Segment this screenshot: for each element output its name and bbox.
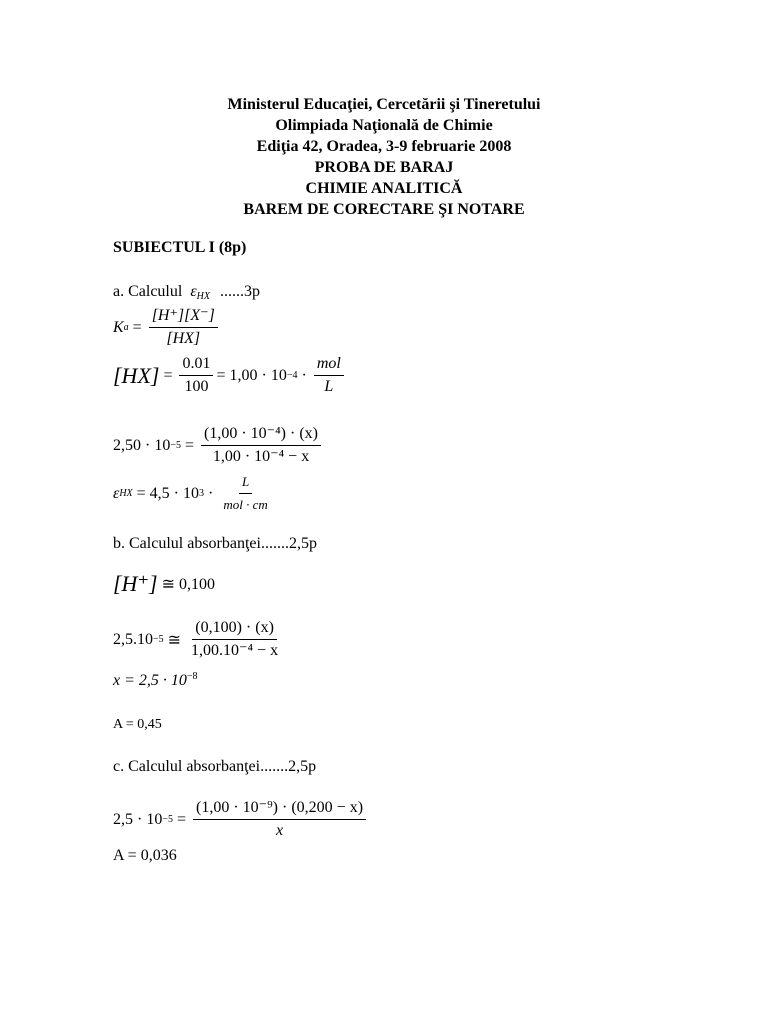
h-concentration-value: ≅ 0,100 bbox=[161, 576, 216, 593]
ka-equation: K a = $\frac{[H^+][X^-]}{[HX]}$ bbox=[113, 306, 221, 349]
x-result-exponent: −8 bbox=[186, 671, 198, 682]
part-c-numerator: (1,00 · 10⁻⁹) · (0,200 − x) bbox=[193, 798, 366, 820]
part-c-denominator: x bbox=[275, 822, 284, 839]
ka-denominator: [HX] bbox=[166, 330, 201, 347]
part-c-fraction bbox=[193, 798, 366, 841]
hx-symbol: [HX] bbox=[113, 362, 160, 388]
document-header bbox=[0, 94, 768, 220]
ka-numerator: [H⁺][X⁻] bbox=[149, 306, 218, 328]
ka-value-equation: 2,50 · 10 −5 = $\frac{\text{(1,00 · 10⁻⁴) · (x)}}{\text{1,00 · 10⁻⁴ − x}}$ bbox=[113, 424, 324, 467]
epsilon-unit-numerator: L bbox=[239, 472, 252, 494]
exam-type-line: PROBA DE BARAJ bbox=[314, 159, 454, 176]
ka-symbol: K bbox=[113, 318, 124, 336]
hx-concentration-equation: [HX] = $\frac{0.01}{100}$ = 1,00 · 10 −4 · $\frac{\text{mol}}{L}$ bbox=[113, 354, 347, 397]
part-b-fraction bbox=[188, 618, 281, 661]
eq2-fraction bbox=[201, 424, 321, 467]
part-b-denominator: 1,00.10⁻⁴ − x bbox=[191, 642, 279, 659]
grading-title-line: BAREM DE CORECTARE ŞI NOTARE bbox=[243, 201, 525, 218]
hx-numerator: 0.01 bbox=[179, 354, 213, 376]
x-result bbox=[113, 672, 198, 690]
part-c-heading: c. Calculul absorbanţei.......2,5p bbox=[113, 758, 317, 775]
part-c-absorbance: A = 0,036 bbox=[113, 847, 177, 864]
part-b-equation: 2,5.10 −5 ≅ $\frac{(0,100) \cdot (x)}{\text{1,00.10⁻⁴ − x}}$ bbox=[113, 618, 284, 661]
discipline-line: CHIMIE ANALITICĂ bbox=[305, 180, 463, 197]
h-concentration-symbol: [H⁺] bbox=[113, 571, 158, 596]
hx-unit bbox=[314, 354, 344, 397]
epsilon-result-equation: ε HX = 4,5 · 10 3 · $\frac{L}{\text{mol · cm}}$ bbox=[113, 472, 274, 515]
subject-title: SUBIECTUL I (8p) bbox=[113, 239, 247, 256]
epsilon-unit-denominator: mol · cm bbox=[223, 497, 268, 512]
part-b-eq-lhs: 2,5.10 bbox=[113, 630, 153, 648]
part-b-numerator: (0,100) · (x) bbox=[192, 618, 277, 640]
hx-denominator: 100 bbox=[184, 378, 209, 395]
epsilon-result-value: = 4,5 · 10 bbox=[136, 484, 200, 502]
hx-result: = 1,00 · 10 bbox=[216, 366, 287, 384]
ka-fraction bbox=[149, 306, 218, 349]
part-b-heading: b. Calculul absorbanţei.......2,5p bbox=[113, 535, 317, 552]
part-c-equation: 2,5 · 10 −5 = $\frac{\text{(1,00 · 10⁻⁹) · (0,200 − x)}}{x}$ bbox=[113, 798, 369, 841]
epsilon-unit bbox=[220, 472, 270, 515]
edition-line: Ediţia 42, Oradea, 3-9 februarie 2008 bbox=[256, 138, 512, 155]
hx-fraction bbox=[179, 354, 213, 397]
part-a-heading-prefix: a. Calculul bbox=[113, 283, 183, 300]
part-a-points: ......3p bbox=[219, 283, 260, 300]
olympiad-line: Olimpiada Naţională de Chimie bbox=[275, 117, 493, 134]
h-concentration-equation bbox=[113, 571, 216, 596]
epsilon-result-symbol: ε bbox=[113, 484, 120, 502]
hx-unit-denominator: L bbox=[324, 378, 334, 395]
epsilon-subscript: HX bbox=[196, 291, 210, 302]
x-result-value: x = 2,5 · 10 bbox=[113, 672, 187, 689]
part-c-eq-lhs: 2,5 · 10 bbox=[113, 810, 163, 828]
epsilon-symbol: ε bbox=[190, 283, 197, 300]
hx-unit-numerator: mol bbox=[314, 354, 344, 376]
part-b-eq-relation: ≅ bbox=[167, 631, 182, 649]
part-a-heading bbox=[113, 283, 260, 301]
eq2-numerator: (1,00 · 10⁻⁴) · (x) bbox=[201, 424, 321, 446]
part-b-absorbance: A = 0,45 bbox=[113, 717, 162, 732]
eq2-lhs: 2,50 · 10 bbox=[113, 436, 171, 454]
eq2-denominator: 1,00 · 10⁻⁴ − x bbox=[212, 448, 310, 465]
ministry-line: Ministerul Educaţiei, Cercetării şi Tineretului bbox=[227, 96, 541, 113]
